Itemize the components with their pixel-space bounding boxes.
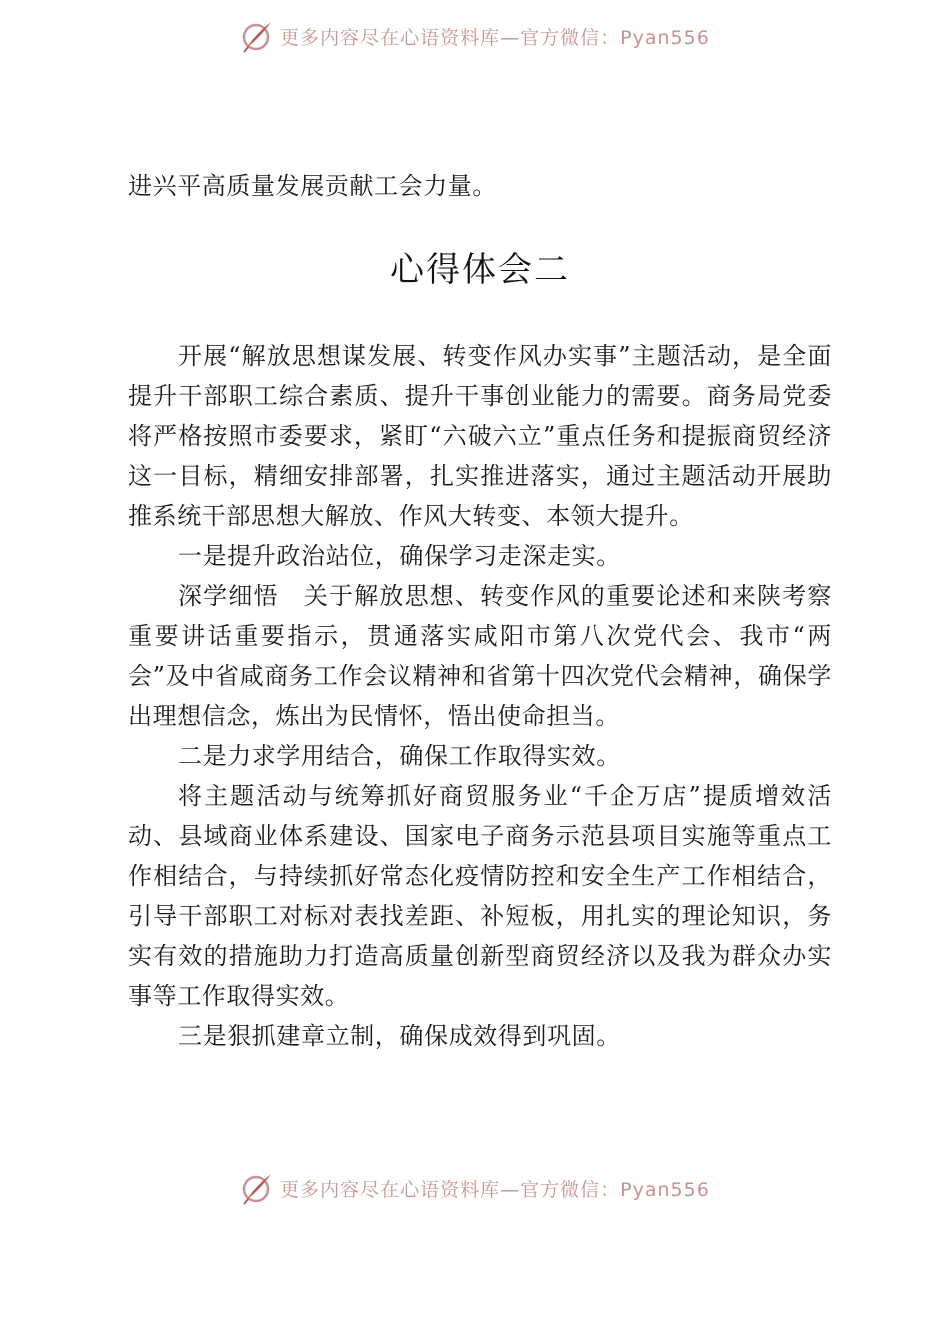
watermark-footer [0,1168,950,1208]
point-one-heading: 一是提升政治站位，确保学习走深走实。 [178,542,621,570]
paragraph-integration: 将主题活动与统筹抓好商贸服务业“千企万店”提质增效活动、县域商业体系建设、国家电子商务示范县项目实施等重点工作相结合，与持续抓好常态化疫情防控和安全生产工作相结合， 引导干部职工对标对表找差距、补短板，用扎实的理论知识，务实有效的措施助力打造高质量创新型商贸经济以及我为群众办实事等工作取得实效。 [128,782,832,1010]
section-heading: 心得体会二 [390,250,570,290]
quill-logo-icon [240,1171,274,1205]
document-body [128,166,832,1056]
watermark-header [0,16,950,56]
point-two-heading: 二是力求学用结合，确保工作取得实效。 [178,742,621,770]
point-three-heading: 三是狠抓建章立制，确保成效得到巩固。 [178,1022,621,1050]
watermark-text: 更多内容尽在心语资料库—官方微信：Pyan556 [280,26,710,49]
paragraph-study: 深学细悟 关于解放思想、转变作风的重要论述和来陕考察重要讲话重要指示，贯通落实咸阳市第八次党代会、我市“两会”及中省咸商务工作会议精神和省第十四次党代会精神，确保学出理想信念，炼出为民情怀，悟出使命担当。 [128,582,832,730]
paragraph-intro: 开展“解放思想谋发展、转变作风办实事”主题活动，是全面提升干部职工综合素质、提升干事创业能力的需要。商务局党委将严格按照市委要求，紧盯“六破六立”重点任务和提振商贸经济这一目标，精细安排部署，扎实推进落实，通过主题活动开展助推系统干部思想大解放、作风大转变、本领大提升。 [128,342,832,530]
watermark-text: 更多内容尽在心语资料库—官方微信：Pyan556 [280,1178,710,1201]
quill-logo-icon [240,19,274,53]
carryover-paragraph: 进兴平高质量发展贡献工会力量。 [128,172,497,200]
